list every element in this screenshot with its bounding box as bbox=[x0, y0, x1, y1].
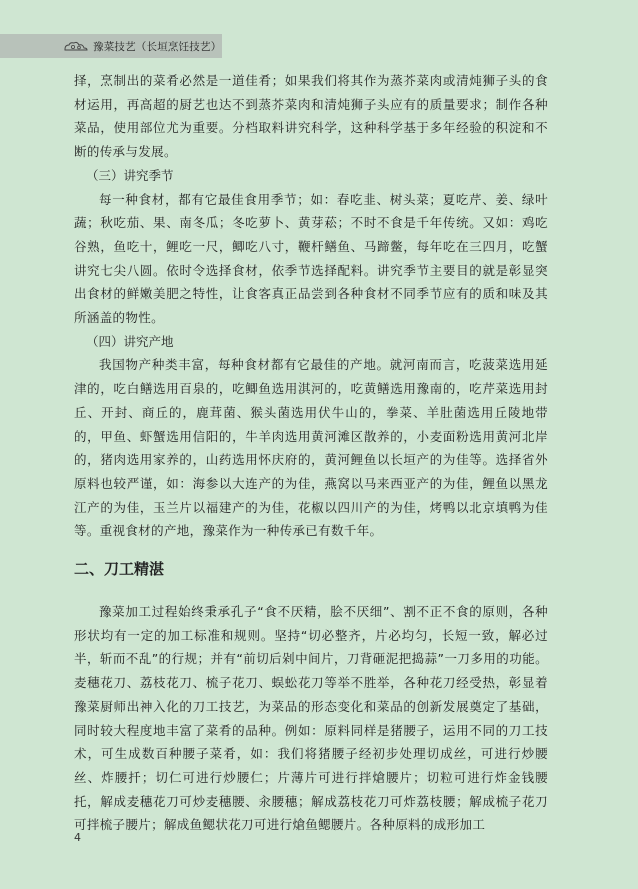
paragraph-knife-skills: 豫菜加工过程始终秉承孔子“食不厌精，脍不厌细”、割不正不食的原则，各种形状均有一定的加工标准和规则。坚持“切必整齐，片必均匀，长短一致，解必过半，斩而不乱”的行规；并有“前切后剁中间片，刀背砸泥把捣蒜”一刀多用的功能。麦穗花刀、荔枝花刀、梳子花刀、蜈蚣花刀等举不胜举，各种花刀经受热，彰显着豫菜厨师出神入化的刀工技艺，为菜品的形态变化和菜品的创新发展奠定了基础，同时较大程度地丰富了菜肴的品种。例如：原料同样是猪腰子，运用不同的刀工技术，可生成数百种腰子菜肴，如：我们将猪腰子经初步处理切成丝，可进行炒腰丝、炸腰扦；切仁可进行炒腰仁；片薄片可进行拌熗腰片；切粒可进行炸金钱腰托，解成麦穗花刀可炒麦穗腰、汆腰穗；解成荔枝花刀可炸荔枝腰；解成梳子花刀可拌梳子腰片；解成鱼鳃状花刀可进行熗鱼鳃腰片。各种原料的成形加工 bbox=[74, 604, 548, 833]
header-title: 豫菜技艺（长垣烹饪技艺） bbox=[93, 40, 222, 53]
paragraph-sorting: 择，烹制出的菜肴必然是一道佳肴；如果我们将其作为蒸芥菜肉或清炖狮子头的食材运用，再高超的厨艺也达不到蒸芥菜肉和清炖狮子头应有的质量要求；制作各种菜品，使用部位尤为重要。分档取料讲究科学，这种科学基于多年经验的积淀和不断的传承与发展。 bbox=[74, 73, 548, 160]
page-number: 4 bbox=[74, 831, 81, 844]
subheading-origin: （四）讲究产地 bbox=[86, 333, 174, 349]
section-heading-knife-skills: 二、刀工精湛 bbox=[74, 560, 165, 579]
paragraph-origin: 我国物产种类丰富，每种食材都有它最佳的产地。就河南而言，吃菠菜选用延津的，吃白鳝选用百泉的，吃鲫鱼选用淇河的，吃黄鳝选用豫南的，吃芹菜选用封丘、开封、商丘的，鹿茸菌、猴头菌选用伏牛山的，拳菜、羊肚菌选用丘陵地带的，甲鱼、虾蟹选用信阳的，牛羊肉选用黄河滩区散养的，小麦面粉选用黄河北岸的，猪肉选用家养的，山药选用怀庆府的，黄河鲤鱼以长垣产的为佳等。选择省外原料也较严谨，如：海参以大连产的为佳，燕窝以马来西亚产的为佳，鲤鱼以黑龙江产的为佳，玉兰片以福建产的为佳，花椒以四川产的为佳，烤鸭以北京填鸭为佳等。重视食材的产地，豫菜作为一种传承已有数千年。 bbox=[74, 357, 548, 539]
page-body bbox=[74, 69, 548, 837]
paragraph-season: 每一种食材，都有它最佳食用季节；如：春吃韭、树头菜；夏吃芹、姜、绿叶蔬；秋吃茄、果、南冬瓜；冬吃萝卜、黄芽菘；不时不食是千年传统。又如：鸡吃谷熟，鱼吃十，鲤吃一尺，鲫吃八寸，鞭杆鳝鱼、马蹄鳖，每年吃在三四月，吃蟹讲究七尖八圆。依时令选择食材，依季节选择配料。讲究季节主要目的就是彰显突出食材的鲜嫩美肥之特性，让食客真正品尝到各种食材不同季节应有的质和味及其所涵盖的物性。 bbox=[74, 191, 548, 326]
running-header bbox=[0, 34, 222, 58]
cloud-logo-icon bbox=[63, 40, 89, 52]
subheading-season: （三）讲究季节 bbox=[86, 167, 174, 183]
